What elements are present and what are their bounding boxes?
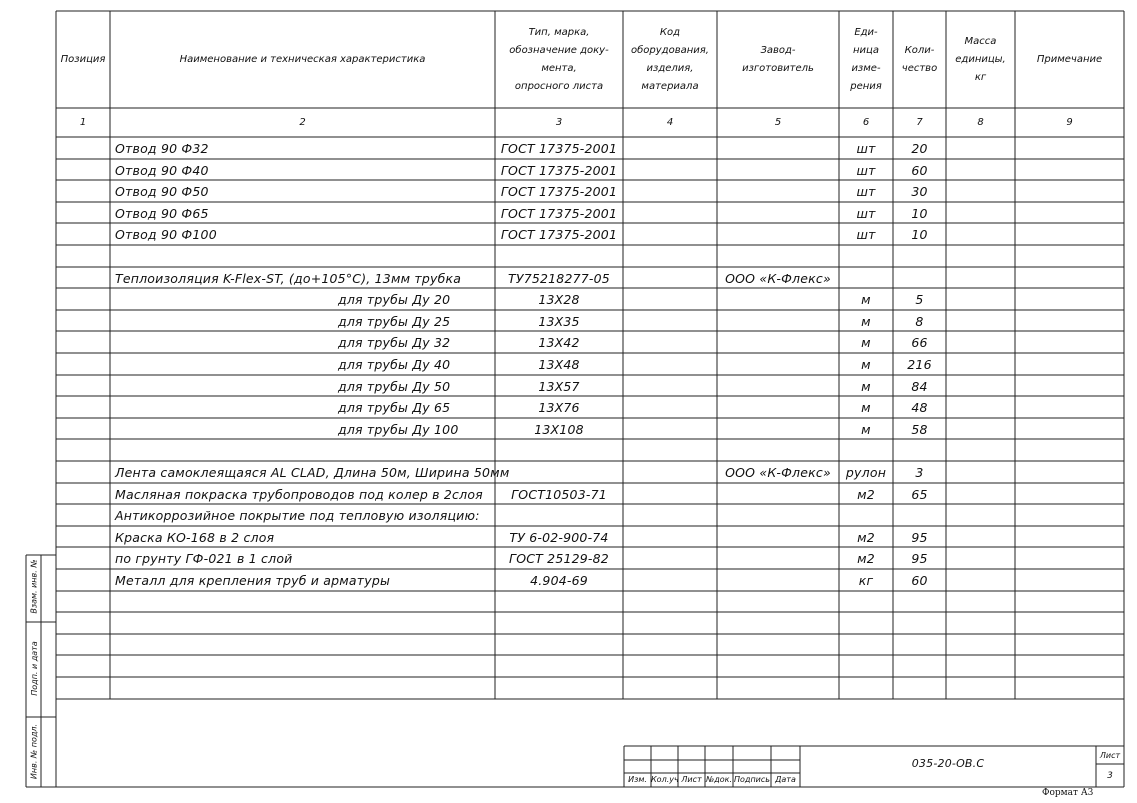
- item-name: для трубы Ду 32: [338, 335, 451, 351]
- column-header-line: изделия,: [646, 62, 694, 74]
- item-name: для трубы Ду 25: [338, 313, 451, 329]
- item-name: по грунту ГФ-021 в 1 слой: [115, 551, 293, 567]
- item-name: Теплоизоляция K-Flex-ST, (до+105°С), 13мм трубка: [115, 270, 462, 286]
- column-header-8: [946, 11, 1015, 108]
- column-header-6: [839, 11, 893, 108]
- column-header-line: Масса: [964, 35, 997, 47]
- item-document: 4.904-69: [530, 573, 588, 588]
- item-quantity: 10: [911, 227, 928, 243]
- item-name: для трубы Ду 20: [338, 292, 451, 308]
- item-name: для трубы Ду 40: [338, 357, 451, 372]
- column-number-2: 2: [299, 117, 306, 128]
- item-quantity: 216: [907, 357, 932, 372]
- column-header-line: изготовитель: [742, 62, 814, 74]
- item-quantity: 84: [911, 378, 928, 394]
- stamp-replaces-inv: Взам. инв. №: [29, 559, 39, 614]
- sheet-number: 3: [1107, 771, 1113, 781]
- title-label-sheet: Лист: [681, 775, 702, 784]
- column-header-3: [495, 11, 623, 108]
- item-quantity: 95: [911, 529, 928, 545]
- item-unit: шт: [856, 227, 876, 243]
- item-unit: м: [861, 335, 871, 351]
- column-header-label: Наименование и техническая характеристика: [179, 53, 426, 65]
- column-number-3: 3: [555, 117, 563, 128]
- item-unit: м: [861, 292, 871, 308]
- item-unit: шт: [856, 205, 876, 221]
- item-unit: м: [861, 400, 871, 416]
- item-unit: шт: [856, 184, 876, 200]
- column-header-line: материала: [641, 80, 699, 92]
- item-quantity: 66: [911, 335, 928, 351]
- column-number-6: 6: [862, 117, 870, 128]
- item-unit: м: [861, 421, 871, 437]
- title-label-change: Изм.: [628, 775, 647, 784]
- item-quantity: 3: [915, 465, 924, 480]
- item-unit: шт: [856, 162, 876, 178]
- column-header-line: оборудования,: [631, 44, 709, 56]
- column-header-line: Код: [659, 26, 681, 38]
- item-quantity: 60: [911, 162, 928, 178]
- item-quantity: 30: [911, 184, 928, 200]
- column-number-8: 8: [977, 117, 984, 128]
- item-name: Отвод 90 Ф65: [115, 205, 209, 221]
- item-quantity: 48: [911, 400, 928, 416]
- item-manufacturer: ООО «К-Флекс»: [725, 270, 831, 286]
- stamp-inv-original: Инв. № подл.: [29, 723, 39, 780]
- column-number-9: 9: [1066, 117, 1073, 128]
- column-header-7: [893, 11, 946, 108]
- column-header-line: ница: [853, 44, 879, 56]
- item-document: 13Х48: [538, 357, 580, 372]
- item-document: 13Х42: [538, 335, 580, 351]
- item-document: ТУ75218277-05: [508, 270, 610, 286]
- item-quantity: 10: [911, 205, 928, 221]
- column-header-line: Завод-: [760, 44, 796, 56]
- column-number-4: 4: [666, 117, 674, 128]
- item-name: Отвод 90 Ф40: [115, 162, 209, 178]
- item-document: ГОСТ 17375-2001: [500, 162, 618, 178]
- column-header-1: [56, 11, 110, 108]
- item-quantity: 5: [915, 292, 924, 308]
- item-document: 13Х35: [538, 313, 580, 329]
- item-quantity: 60: [911, 573, 928, 588]
- item-document: 13Х57: [538, 378, 580, 394]
- column-header-line: рения: [850, 80, 882, 92]
- column-header-line: Тип, марка,: [528, 26, 590, 38]
- column-header-line: чество: [901, 62, 938, 74]
- item-unit: рулон: [845, 465, 887, 480]
- item-name: Отвод 90 Ф100: [115, 227, 217, 243]
- title-label-count: Кол.уч: [651, 775, 679, 784]
- column-header-line: опросного листа: [514, 80, 604, 92]
- column-number-5: 5: [774, 117, 782, 128]
- column-header-4: [623, 11, 717, 108]
- stamp-sign-date: Подп. и дата: [30, 641, 39, 696]
- item-name: для трубы Ду 100: [338, 421, 459, 437]
- item-document: ГОСТ 25129-82: [509, 551, 609, 567]
- column-header-line: кг: [974, 71, 987, 83]
- column-header-9: [1015, 11, 1124, 108]
- item-unit: м: [861, 357, 871, 372]
- item-document: 13Х108: [534, 421, 584, 437]
- item-name: Металл для крепления труб и арматуры: [115, 573, 391, 588]
- title-label-docnum: №док.: [705, 775, 733, 784]
- title-label-date: Дата: [775, 775, 796, 784]
- item-unit: шт: [856, 141, 876, 156]
- column-header-line: мента,: [541, 62, 577, 74]
- item-name: Антикоррозийное покрытие под тепловую изоляцию:: [115, 508, 480, 524]
- item-document: ГОСТ10503-71: [511, 486, 607, 502]
- item-unit: кг: [858, 573, 874, 588]
- column-header-5: [717, 11, 839, 108]
- item-name: Масляная покраска трубопроводов под колер в 2слоя: [115, 486, 483, 502]
- item-unit: м2: [857, 529, 875, 545]
- format-label: Формат А3: [1042, 788, 1094, 798]
- item-quantity: 95: [911, 551, 928, 567]
- item-unit: м: [861, 378, 871, 394]
- document-code: 035-20-ОВ.С: [911, 757, 985, 770]
- column-header-2: [110, 11, 495, 108]
- item-unit: м2: [857, 551, 875, 567]
- item-document: ГОСТ 17375-2001: [500, 184, 618, 200]
- item-manufacturer: ООО «К-Флекс»: [725, 465, 831, 480]
- item-quantity: 20: [911, 141, 928, 156]
- item-document: ГОСТ 17375-2001: [500, 205, 618, 221]
- item-quantity: 58: [911, 421, 928, 437]
- item-document: 13Х28: [538, 292, 580, 308]
- item-name: Лента самоклеящаяся AL CLAD, Длина 50м, Ширина 50мм: [115, 465, 510, 480]
- item-name: Отвод 90 Ф32: [115, 141, 209, 156]
- item-name: Отвод 90 Ф50: [115, 184, 209, 200]
- item-quantity: 8: [915, 313, 924, 329]
- title-label-signature: Подпись: [734, 775, 770, 784]
- item-document: ГОСТ 17375-2001: [500, 227, 618, 243]
- item-name: для трубы Ду 65: [338, 400, 451, 416]
- column-header-line: изме-: [851, 62, 881, 74]
- item-quantity: 65: [911, 486, 928, 502]
- column-header-line: Еди-: [854, 26, 878, 38]
- column-header-label: Позиция: [60, 53, 106, 65]
- item-document: ГОСТ 17375-2001: [500, 141, 618, 156]
- item-document: 13Х76: [538, 400, 580, 416]
- column-header-line: обозначение доку-: [509, 44, 609, 56]
- item-document: ТУ 6-02-900-74: [509, 529, 609, 545]
- item-unit: м2: [857, 486, 875, 502]
- item-name: Краска КО-168 в 2 слоя: [115, 529, 275, 545]
- item-name: для трубы Ду 50: [338, 378, 451, 394]
- column-header-line: единицы,: [955, 53, 1006, 65]
- sheet-label: Лист: [1099, 751, 1121, 760]
- column-number-7: 7: [916, 117, 923, 128]
- column-header-label: Примечание: [1036, 53, 1103, 65]
- item-unit: м: [861, 313, 871, 329]
- column-number-1: 1: [79, 117, 87, 128]
- column-header-line: Коли-: [904, 44, 935, 56]
